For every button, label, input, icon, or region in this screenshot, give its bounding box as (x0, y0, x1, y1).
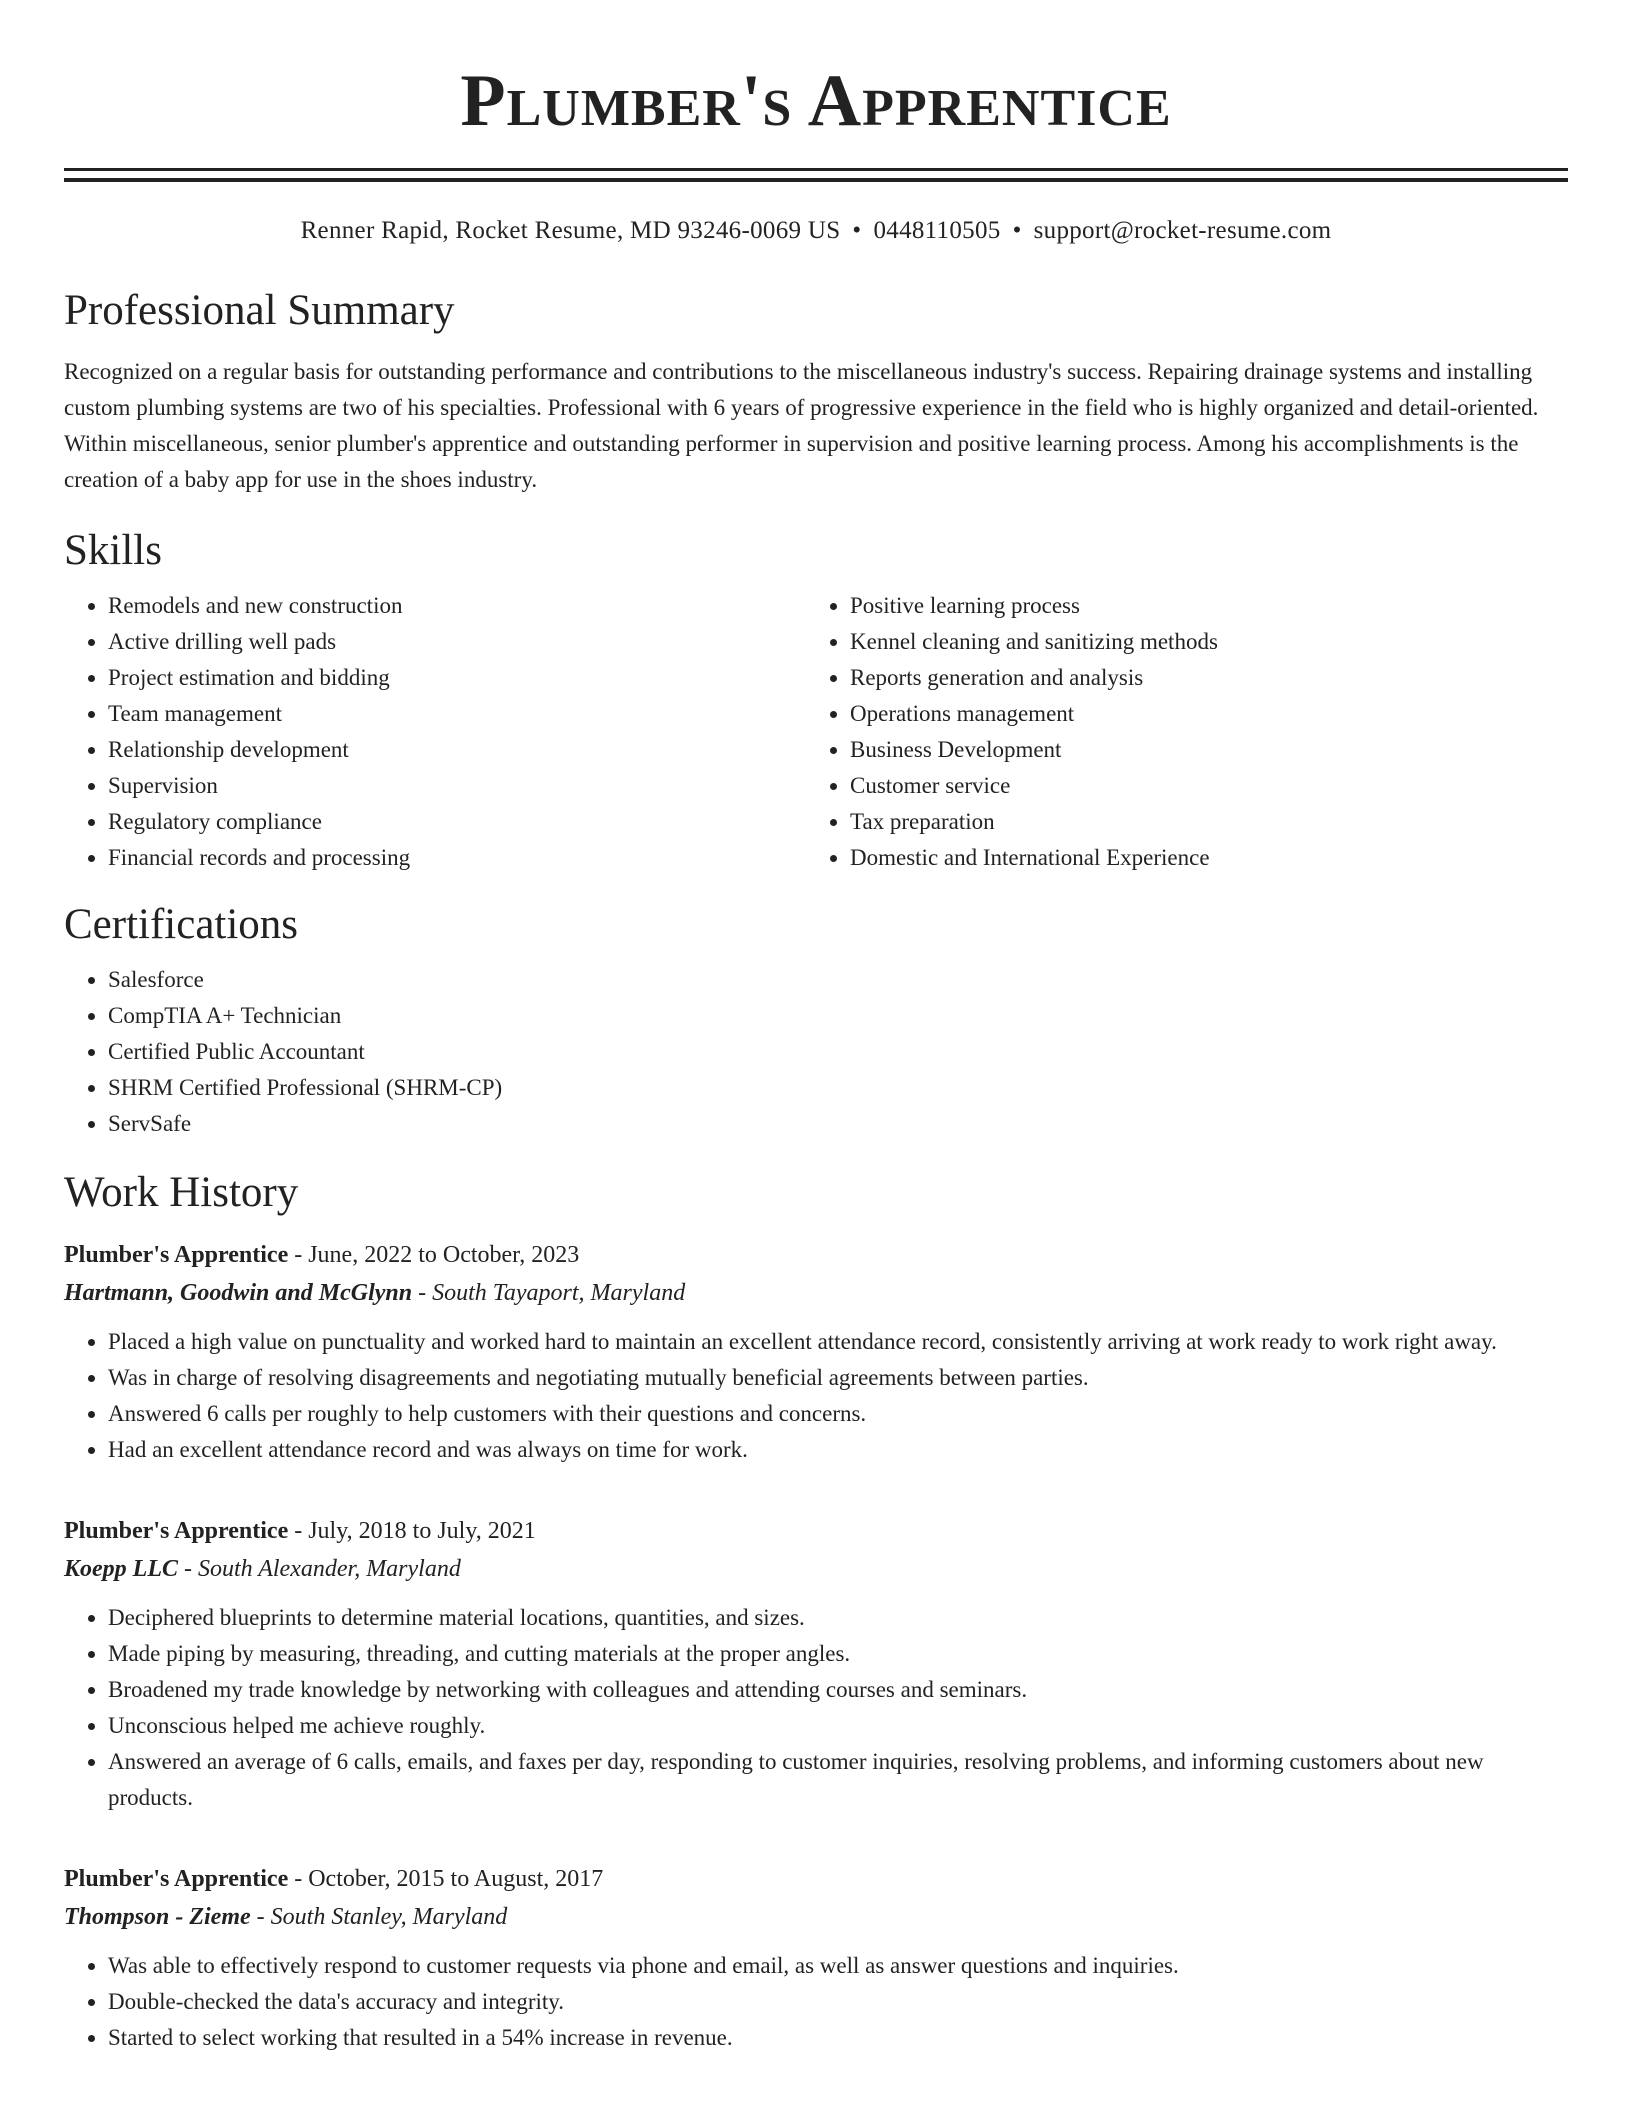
job-bullets (64, 1324, 1568, 1468)
skill-item: • Team management (108, 696, 806, 732)
job-entry (64, 1860, 1568, 2056)
title-rule-bottom (64, 178, 1568, 182)
job-company: Hartmann, Goodwin and McGlynn (64, 1280, 413, 1306)
summary-text: Recognized on a regular basis for outstanding performance and contributions to the miscellaneous industry's success. Repairing drainage systems and installing custom plumbing systems are two of his specialties. Professional with 6 years of progressive experience in the field who is highly organized and detail-oriented. Within miscellaneous, senior plumber's apprentice and outstanding performer in supervision and positive learning process. Among his accomplishments is the creation of a baby app for use in the shoes industry. (64, 359, 1539, 492)
skills-columns (64, 588, 1568, 876)
skill-item: • Positive learning process (850, 588, 1548, 624)
certification-item: • Certified Public Accountant (108, 1034, 1568, 1070)
job-company: Koepp LLC (64, 1556, 178, 1582)
job-location: - South Stanley, Maryland (250, 1904, 508, 1930)
job-entry (64, 1512, 1568, 1816)
job-company-line (64, 1274, 1568, 1312)
certifications-list (64, 962, 1568, 1142)
job-header (64, 1512, 1568, 1550)
summary-section (64, 286, 1568, 498)
job-bullets (64, 1600, 1568, 1816)
resume-title: Plumber's Apprentice (460, 60, 1172, 142)
job-dates: - October, 2015 to August, 2017 (288, 1866, 604, 1892)
job-title: Plumber's Apprentice (64, 1518, 289, 1544)
skill-item: • Kennel cleaning and sanitizing methods (850, 624, 1548, 660)
summary-heading: Professional Summary (64, 287, 455, 334)
job-company: Thompson - Zieme (64, 1904, 251, 1930)
job-bullet: • Answered 6 calls per roughly to help customers with their questions and concerns. (108, 1396, 1568, 1432)
skills-heading: Skills (64, 527, 162, 574)
job-company-line (64, 1898, 1568, 1936)
certification-item: • ServSafe (108, 1106, 1568, 1142)
certification-item: • CompTIA A+ Technician (108, 998, 1568, 1034)
job-dates: - June, 2022 to October, 2023 (288, 1242, 580, 1268)
job-bullet: • Was able to effectively respond to customer requests via phone and email, as well as answer questions and inquiries. (108, 1948, 1568, 1984)
job-bullets (64, 1948, 1568, 2056)
contact-email: support@rocket-resume.com (1033, 217, 1332, 244)
skill-item: • Tax preparation (850, 804, 1548, 840)
skill-item: • Customer service (850, 768, 1548, 804)
job-title: Plumber's Apprentice (64, 1242, 289, 1268)
job-bullet: • Deciphered blueprints to determine material locations, quantities, and sizes. (108, 1600, 1568, 1636)
certifications-heading: Certifications (64, 901, 299, 948)
skill-item: • Project estimation and bidding (108, 660, 806, 696)
contact-line (64, 214, 1568, 248)
contact-phone: 0448110505 (873, 217, 1001, 244)
skills-section (64, 526, 1568, 876)
skill-item: • Regulatory compliance (108, 804, 806, 840)
job-bullet: • Unconscious helped me achieve roughly. (108, 1708, 1568, 1744)
job-bullet: • Had an excellent attendance record and was always on time for work. (108, 1432, 1568, 1468)
skills-list-left (64, 588, 806, 876)
job-title: Plumber's Apprentice (64, 1866, 289, 1892)
job-header (64, 1860, 1568, 1898)
job-bullet: • Was in charge of resolving disagreements and negotiating mutually beneficial agreements between parties. (108, 1360, 1568, 1396)
job-location: - South Alexander, Maryland (178, 1556, 461, 1582)
job-dates: - July, 2018 to July, 2021 (288, 1518, 536, 1544)
skill-item: • Relationship development (108, 732, 806, 768)
contact-address: Renner Rapid, Rocket Resume, MD 93246-0069 US (300, 217, 841, 244)
contact-separator: • (852, 217, 862, 244)
job-header (64, 1236, 1568, 1274)
job-bullet: • Started to select working that resulted in a 54% increase in revenue. (108, 2020, 1568, 2056)
job-entry (64, 1236, 1568, 1468)
skills-list-right (806, 588, 1548, 876)
skill-item: • Operations management (850, 696, 1548, 732)
job-company-line (64, 1550, 1568, 1588)
job-bullet: • Placed a high value on punctuality and worked hard to maintain an excellent attendance record, consistently arriving at work ready to work right away. (108, 1324, 1568, 1360)
contact-separator: • (1012, 217, 1022, 244)
skill-item: • Active drilling well pads (108, 624, 806, 660)
work-history-section (64, 1168, 1568, 2056)
certification-item: • SHRM Certified Professional (SHRM-CP) (108, 1070, 1568, 1106)
job-bullet: • Made piping by measuring, threading, and cutting materials at the proper angles. (108, 1636, 1568, 1672)
certifications-section (64, 900, 1568, 1142)
job-location: - South Tayaport, Maryland (412, 1280, 686, 1306)
skill-item: • Supervision (108, 768, 806, 804)
skill-item: • Domestic and International Experience (850, 840, 1548, 876)
skill-item: • Reports generation and analysis (850, 660, 1548, 696)
title-rule-top (64, 168, 1568, 171)
job-bullet: • Double-checked the data's accuracy and integrity. (108, 1984, 1568, 2020)
certification-item: • Salesforce (108, 962, 1568, 998)
skill-item: • Business Development (850, 732, 1548, 768)
job-bullet: • Answered an average of 6 calls, emails, and faxes per day, responding to customer inquiries, resolving problems, and informing customers about new products. (108, 1744, 1568, 1816)
job-bullet: • Broadened my trade knowledge by networking with colleagues and attending courses and seminars. (108, 1672, 1568, 1708)
skill-item: • Remodels and new construction (108, 588, 806, 624)
skill-item: • Financial records and processing (108, 840, 806, 876)
work-history-heading: Work History (64, 1169, 299, 1216)
